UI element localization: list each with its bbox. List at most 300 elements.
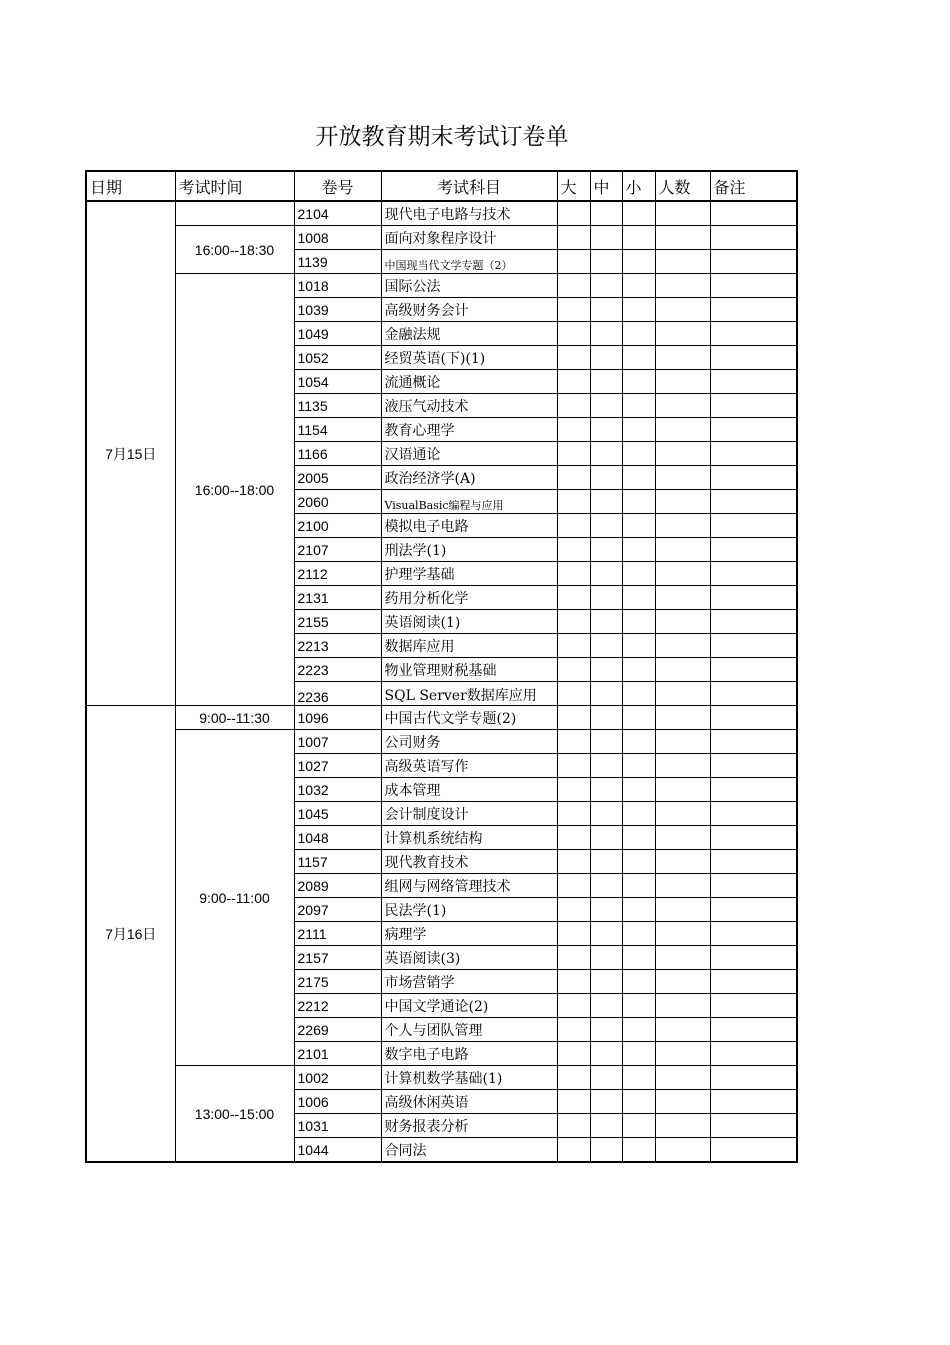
subject-name: 数字电子电路 — [381, 1042, 557, 1066]
table-row — [86, 274, 797, 298]
medium-qty-cell[interactable] — [590, 370, 622, 394]
subject-name: 高级休闲英语 — [381, 1090, 557, 1114]
large-qty-cell[interactable] — [557, 850, 590, 874]
note-cell[interactable] — [710, 802, 797, 826]
subject-name: 液压气动技术 — [381, 394, 557, 418]
note-cell[interactable] — [710, 370, 797, 394]
paper-code: 2213 — [294, 634, 381, 658]
large-qty-cell[interactable] — [557, 874, 590, 898]
small-qty-cell[interactable] — [622, 538, 655, 562]
large-qty-cell[interactable] — [557, 778, 590, 802]
large-qty-cell[interactable] — [557, 730, 590, 754]
small-qty-cell[interactable] — [622, 1138, 655, 1163]
small-qty-cell[interactable] — [622, 610, 655, 634]
medium-qty-cell[interactable] — [590, 226, 622, 250]
count-cell[interactable] — [655, 394, 710, 418]
large-qty-cell[interactable] — [557, 201, 590, 226]
medium-qty-cell[interactable] — [590, 322, 622, 346]
large-qty-cell[interactable] — [557, 1066, 590, 1090]
medium-qty-cell[interactable] — [590, 754, 622, 778]
note-cell[interactable] — [710, 994, 797, 1018]
note-cell[interactable] — [710, 1090, 797, 1114]
large-qty-cell[interactable] — [557, 322, 590, 346]
paper-code: 1031 — [294, 1114, 381, 1138]
count-cell[interactable] — [655, 706, 710, 730]
subject-name: 护理学基础 — [381, 562, 557, 586]
note-cell[interactable] — [710, 634, 797, 658]
small-qty-cell[interactable] — [622, 994, 655, 1018]
note-cell[interactable] — [710, 610, 797, 634]
page-title: 开放教育期末考试订卷单 — [315, 124, 569, 150]
note-cell[interactable] — [710, 706, 797, 730]
subject-name: 合同法 — [381, 1138, 557, 1163]
count-cell[interactable] — [655, 586, 710, 610]
header-row — [86, 171, 797, 201]
large-qty-cell[interactable] — [557, 466, 590, 490]
paper-code: 2157 — [294, 946, 381, 970]
large-qty-cell[interactable] — [557, 370, 590, 394]
paper-code: 1135 — [294, 394, 381, 418]
small-qty-cell[interactable] — [622, 466, 655, 490]
large-qty-cell[interactable] — [557, 514, 590, 538]
note-cell[interactable] — [710, 274, 797, 298]
note-cell[interactable] — [710, 730, 797, 754]
subject-name: 中国文学通论(2) — [381, 994, 557, 1018]
small-qty-cell[interactable] — [622, 394, 655, 418]
paper-code: 2155 — [294, 610, 381, 634]
paper-code: 1007 — [294, 730, 381, 754]
count-cell[interactable] — [655, 850, 710, 874]
large-qty-cell[interactable] — [557, 754, 590, 778]
large-qty-cell[interactable] — [557, 562, 590, 586]
large-qty-cell[interactable] — [557, 658, 590, 682]
paper-code: 2100 — [294, 514, 381, 538]
count-cell[interactable] — [655, 250, 710, 274]
small-qty-cell[interactable] — [622, 970, 655, 994]
note-cell[interactable] — [710, 1018, 797, 1042]
note-cell[interactable] — [710, 514, 797, 538]
count-cell[interactable] — [655, 1114, 710, 1138]
note-cell[interactable] — [710, 418, 797, 442]
medium-qty-cell[interactable] — [590, 922, 622, 946]
count-cell[interactable] — [655, 898, 710, 922]
large-qty-cell[interactable] — [557, 682, 590, 706]
medium-qty-cell[interactable] — [590, 802, 622, 826]
medium-qty-cell[interactable] — [590, 586, 622, 610]
note-cell[interactable] — [710, 201, 797, 226]
large-qty-cell[interactable] — [557, 922, 590, 946]
paper-code: 1008 — [294, 226, 381, 250]
note-cell[interactable] — [710, 946, 797, 970]
count-cell[interactable] — [655, 322, 710, 346]
subject-name: 刑法学(1) — [381, 538, 557, 562]
count-cell[interactable] — [655, 346, 710, 370]
count-cell[interactable] — [655, 442, 710, 466]
medium-qty-cell[interactable] — [590, 1114, 622, 1138]
note-cell[interactable] — [710, 442, 797, 466]
small-qty-cell[interactable] — [622, 1090, 655, 1114]
subject-name: 成本管理 — [381, 778, 557, 802]
header-medium: 中 — [590, 171, 622, 201]
medium-qty-cell[interactable] — [590, 1066, 622, 1090]
small-qty-cell[interactable] — [622, 586, 655, 610]
paper-code: 2269 — [294, 1018, 381, 1042]
header-time: 考试时间 — [175, 171, 294, 201]
note-cell[interactable] — [710, 1138, 797, 1163]
paper-code: 2107 — [294, 538, 381, 562]
count-cell[interactable] — [655, 226, 710, 250]
subject-name: VisualBasic编程与应用 — [381, 490, 557, 514]
large-qty-cell[interactable] — [557, 250, 590, 274]
small-qty-cell[interactable] — [622, 490, 655, 514]
table-row — [86, 201, 797, 226]
subject-name: 金融法规 — [381, 322, 557, 346]
count-cell[interactable] — [655, 634, 710, 658]
medium-qty-cell[interactable] — [590, 274, 622, 298]
large-qty-cell[interactable] — [557, 706, 590, 730]
small-qty-cell[interactable] — [622, 682, 655, 706]
large-qty-cell[interactable] — [557, 490, 590, 514]
note-cell[interactable] — [710, 850, 797, 874]
small-qty-cell[interactable] — [622, 322, 655, 346]
subject-name: 数据库应用 — [381, 634, 557, 658]
medium-qty-cell[interactable] — [590, 1090, 622, 1114]
medium-qty-cell[interactable] — [590, 898, 622, 922]
count-cell[interactable] — [655, 1090, 710, 1114]
medium-qty-cell[interactable] — [590, 538, 622, 562]
small-qty-cell[interactable] — [622, 1042, 655, 1066]
small-qty-cell[interactable] — [622, 418, 655, 442]
count-cell[interactable] — [655, 658, 710, 682]
note-cell[interactable] — [710, 466, 797, 490]
subject-name: 中国现当代文学专题（2） — [381, 250, 557, 274]
medium-qty-cell[interactable] — [590, 442, 622, 466]
small-qty-cell[interactable] — [622, 226, 655, 250]
count-cell[interactable] — [655, 874, 710, 898]
exam-time-cell: 9:00--11:30 — [175, 706, 294, 730]
large-qty-cell[interactable] — [557, 538, 590, 562]
paper-code: 1002 — [294, 1066, 381, 1090]
table-row — [86, 226, 797, 250]
count-cell[interactable] — [655, 298, 710, 322]
paper-code: 1027 — [294, 754, 381, 778]
paper-code: 1048 — [294, 826, 381, 850]
count-cell[interactable] — [655, 514, 710, 538]
small-qty-cell[interactable] — [622, 658, 655, 682]
subject-name: 高级英语写作 — [381, 754, 557, 778]
small-qty-cell[interactable] — [622, 201, 655, 226]
paper-code: 1096 — [294, 706, 381, 730]
subject-name: 物业管理财税基础 — [381, 658, 557, 682]
subject-name: 英语阅读(3) — [381, 946, 557, 970]
subject-name: 药用分析化学 — [381, 586, 557, 610]
subject-name: 中国古代文学专题(2) — [381, 706, 557, 730]
table-row — [86, 730, 797, 754]
medium-qty-cell[interactable] — [590, 1042, 622, 1066]
large-qty-cell[interactable] — [557, 634, 590, 658]
note-cell[interactable] — [710, 322, 797, 346]
count-cell[interactable] — [655, 970, 710, 994]
note-cell[interactable] — [710, 898, 797, 922]
table-row — [86, 1066, 797, 1090]
large-qty-cell[interactable] — [557, 826, 590, 850]
paper-code: 2131 — [294, 586, 381, 610]
count-cell[interactable] — [655, 466, 710, 490]
count-cell[interactable] — [655, 922, 710, 946]
paper-code: 2236 — [294, 682, 381, 706]
large-qty-cell[interactable] — [557, 1090, 590, 1114]
large-qty-cell[interactable] — [557, 970, 590, 994]
small-qty-cell[interactable] — [622, 1018, 655, 1042]
medium-qty-cell[interactable] — [590, 946, 622, 970]
medium-qty-cell[interactable] — [590, 994, 622, 1018]
note-cell[interactable] — [710, 754, 797, 778]
subject-name: 计算机系统结构 — [381, 826, 557, 850]
large-qty-cell[interactable] — [557, 994, 590, 1018]
medium-qty-cell[interactable] — [590, 346, 622, 370]
subject-name: 经贸英语(下)(1) — [381, 346, 557, 370]
large-qty-cell[interactable] — [557, 586, 590, 610]
large-qty-cell[interactable] — [557, 1114, 590, 1138]
large-qty-cell[interactable] — [557, 346, 590, 370]
medium-qty-cell[interactable] — [590, 250, 622, 274]
medium-qty-cell[interactable] — [590, 874, 622, 898]
paper-code: 2212 — [294, 994, 381, 1018]
medium-qty-cell[interactable] — [590, 418, 622, 442]
subject-name: 汉语通论 — [381, 442, 557, 466]
subject-name: 政治经济学(A) — [381, 466, 557, 490]
header-subject: 考试科目 — [381, 171, 557, 201]
note-cell[interactable] — [710, 682, 797, 706]
medium-qty-cell[interactable] — [590, 466, 622, 490]
subject-name: 高级财务会计 — [381, 298, 557, 322]
count-cell[interactable] — [655, 490, 710, 514]
count-cell[interactable] — [655, 201, 710, 226]
small-qty-cell[interactable] — [622, 1066, 655, 1090]
paper-code: 2101 — [294, 1042, 381, 1066]
count-cell[interactable] — [655, 610, 710, 634]
count-cell[interactable] — [655, 1042, 710, 1066]
large-qty-cell[interactable] — [557, 298, 590, 322]
large-qty-cell[interactable] — [557, 418, 590, 442]
small-qty-cell[interactable] — [622, 922, 655, 946]
small-qty-cell[interactable] — [622, 274, 655, 298]
small-qty-cell[interactable] — [622, 730, 655, 754]
date-cell: 7月15日 — [86, 201, 175, 706]
note-cell[interactable] — [710, 538, 797, 562]
subject-name: 市场营销学 — [381, 970, 557, 994]
subject-name: SQL Server数据库应用 — [381, 682, 557, 706]
count-cell[interactable] — [655, 418, 710, 442]
medium-qty-cell[interactable] — [590, 634, 622, 658]
small-qty-cell[interactable] — [622, 298, 655, 322]
header-large: 大 — [557, 171, 590, 201]
exam-order-table — [85, 170, 798, 1163]
large-qty-cell[interactable] — [557, 442, 590, 466]
subject-name: 会计制度设计 — [381, 802, 557, 826]
note-cell[interactable] — [710, 874, 797, 898]
count-cell[interactable] — [655, 778, 710, 802]
table-row — [86, 706, 797, 730]
note-cell[interactable] — [710, 586, 797, 610]
medium-qty-cell[interactable] — [590, 610, 622, 634]
subject-name: 财务报表分析 — [381, 1114, 557, 1138]
paper-code: 1018 — [294, 274, 381, 298]
header-small: 小 — [622, 171, 655, 201]
medium-qty-cell[interactable] — [590, 730, 622, 754]
small-qty-cell[interactable] — [622, 706, 655, 730]
count-cell[interactable] — [655, 1066, 710, 1090]
note-cell[interactable] — [710, 562, 797, 586]
paper-code: 2097 — [294, 898, 381, 922]
subject-name: 现代电子电路与技术 — [381, 201, 557, 226]
note-cell[interactable] — [710, 1066, 797, 1090]
large-qty-cell[interactable] — [557, 946, 590, 970]
medium-qty-cell[interactable] — [590, 826, 622, 850]
paper-code: 1039 — [294, 298, 381, 322]
large-qty-cell[interactable] — [557, 274, 590, 298]
subject-name: 国际公法 — [381, 274, 557, 298]
count-cell[interactable] — [655, 370, 710, 394]
small-qty-cell[interactable] — [622, 754, 655, 778]
subject-name: 病理学 — [381, 922, 557, 946]
count-cell[interactable] — [655, 682, 710, 706]
small-qty-cell[interactable] — [622, 850, 655, 874]
count-cell[interactable] — [655, 826, 710, 850]
paper-code: 2223 — [294, 658, 381, 682]
large-qty-cell[interactable] — [557, 610, 590, 634]
note-cell[interactable] — [710, 1114, 797, 1138]
note-cell[interactable] — [710, 346, 797, 370]
paper-code: 1054 — [294, 370, 381, 394]
paper-code: 1052 — [294, 346, 381, 370]
subject-name: 组网与网络管理技术 — [381, 874, 557, 898]
paper-code: 1166 — [294, 442, 381, 466]
note-cell[interactable] — [710, 970, 797, 994]
small-qty-cell[interactable] — [622, 802, 655, 826]
paper-code: 1045 — [294, 802, 381, 826]
medium-qty-cell[interactable] — [590, 1018, 622, 1042]
large-qty-cell[interactable] — [557, 1138, 590, 1163]
small-qty-cell[interactable] — [622, 250, 655, 274]
medium-qty-cell[interactable] — [590, 514, 622, 538]
small-qty-cell[interactable] — [622, 346, 655, 370]
large-qty-cell[interactable] — [557, 802, 590, 826]
subject-name: 计算机数学基础(1) — [381, 1066, 557, 1090]
large-qty-cell[interactable] — [557, 1018, 590, 1042]
count-cell[interactable] — [655, 994, 710, 1018]
table-body — [86, 201, 797, 1162]
note-cell[interactable] — [710, 298, 797, 322]
medium-qty-cell[interactable] — [590, 970, 622, 994]
note-cell[interactable] — [710, 922, 797, 946]
note-cell[interactable] — [710, 778, 797, 802]
header-count: 人数 — [655, 171, 710, 201]
exam-time-cell — [175, 201, 294, 226]
medium-qty-cell[interactable] — [590, 658, 622, 682]
paper-code: 2112 — [294, 562, 381, 586]
paper-code: 1049 — [294, 322, 381, 346]
large-qty-cell[interactable] — [557, 226, 590, 250]
subject-name: 现代教育技术 — [381, 850, 557, 874]
note-cell[interactable] — [710, 826, 797, 850]
note-cell[interactable] — [710, 226, 797, 250]
header-code: 卷号 — [294, 171, 381, 201]
medium-qty-cell[interactable] — [590, 490, 622, 514]
paper-code: 2060 — [294, 490, 381, 514]
paper-code: 2089 — [294, 874, 381, 898]
subject-name: 个人与团队管理 — [381, 1018, 557, 1042]
count-cell[interactable] — [655, 946, 710, 970]
small-qty-cell[interactable] — [622, 898, 655, 922]
exam-time-cell: 16:00--18:30 — [175, 226, 294, 274]
medium-qty-cell[interactable] — [590, 682, 622, 706]
medium-qty-cell[interactable] — [590, 1138, 622, 1163]
paper-code: 1006 — [294, 1090, 381, 1114]
medium-qty-cell[interactable] — [590, 394, 622, 418]
large-qty-cell[interactable] — [557, 1042, 590, 1066]
small-qty-cell[interactable] — [622, 514, 655, 538]
small-qty-cell[interactable] — [622, 778, 655, 802]
small-qty-cell[interactable] — [622, 1114, 655, 1138]
small-qty-cell[interactable] — [622, 946, 655, 970]
large-qty-cell[interactable] — [557, 394, 590, 418]
paper-code: 2175 — [294, 970, 381, 994]
medium-qty-cell[interactable] — [590, 201, 622, 226]
small-qty-cell[interactable] — [622, 370, 655, 394]
note-cell[interactable] — [710, 658, 797, 682]
count-cell[interactable] — [655, 730, 710, 754]
large-qty-cell[interactable] — [557, 898, 590, 922]
subject-name: 公司财务 — [381, 730, 557, 754]
small-qty-cell[interactable] — [622, 826, 655, 850]
medium-qty-cell[interactable] — [590, 298, 622, 322]
count-cell[interactable] — [655, 562, 710, 586]
paper-code: 1157 — [294, 850, 381, 874]
paper-code: 1032 — [294, 778, 381, 802]
medium-qty-cell[interactable] — [590, 562, 622, 586]
header-note: 备注 — [710, 171, 797, 201]
note-cell[interactable] — [710, 250, 797, 274]
count-cell[interactable] — [655, 274, 710, 298]
date-cell: 7月16日 — [86, 706, 175, 1163]
count-cell[interactable] — [655, 1138, 710, 1163]
medium-qty-cell[interactable] — [590, 706, 622, 730]
small-qty-cell[interactable] — [622, 562, 655, 586]
note-cell[interactable] — [710, 1042, 797, 1066]
subject-name: 面向对象程序设计 — [381, 226, 557, 250]
subject-name: 英语阅读(1) — [381, 610, 557, 634]
subject-name: 流通概论 — [381, 370, 557, 394]
count-cell[interactable] — [655, 802, 710, 826]
subject-name: 民法学(1) — [381, 898, 557, 922]
medium-qty-cell[interactable] — [590, 850, 622, 874]
exam-time-cell: 9:00--11:00 — [175, 730, 294, 1066]
note-cell[interactable] — [710, 394, 797, 418]
medium-qty-cell[interactable] — [590, 778, 622, 802]
count-cell[interactable] — [655, 1018, 710, 1042]
subject-name: 教育心理学 — [381, 418, 557, 442]
small-qty-cell[interactable] — [622, 874, 655, 898]
small-qty-cell[interactable] — [622, 634, 655, 658]
paper-code: 2104 — [294, 201, 381, 226]
small-qty-cell[interactable] — [622, 442, 655, 466]
note-cell[interactable] — [710, 490, 797, 514]
paper-code: 1044 — [294, 1138, 381, 1163]
count-cell[interactable] — [655, 754, 710, 778]
count-cell[interactable] — [655, 538, 710, 562]
paper-code: 2111 — [294, 922, 381, 946]
